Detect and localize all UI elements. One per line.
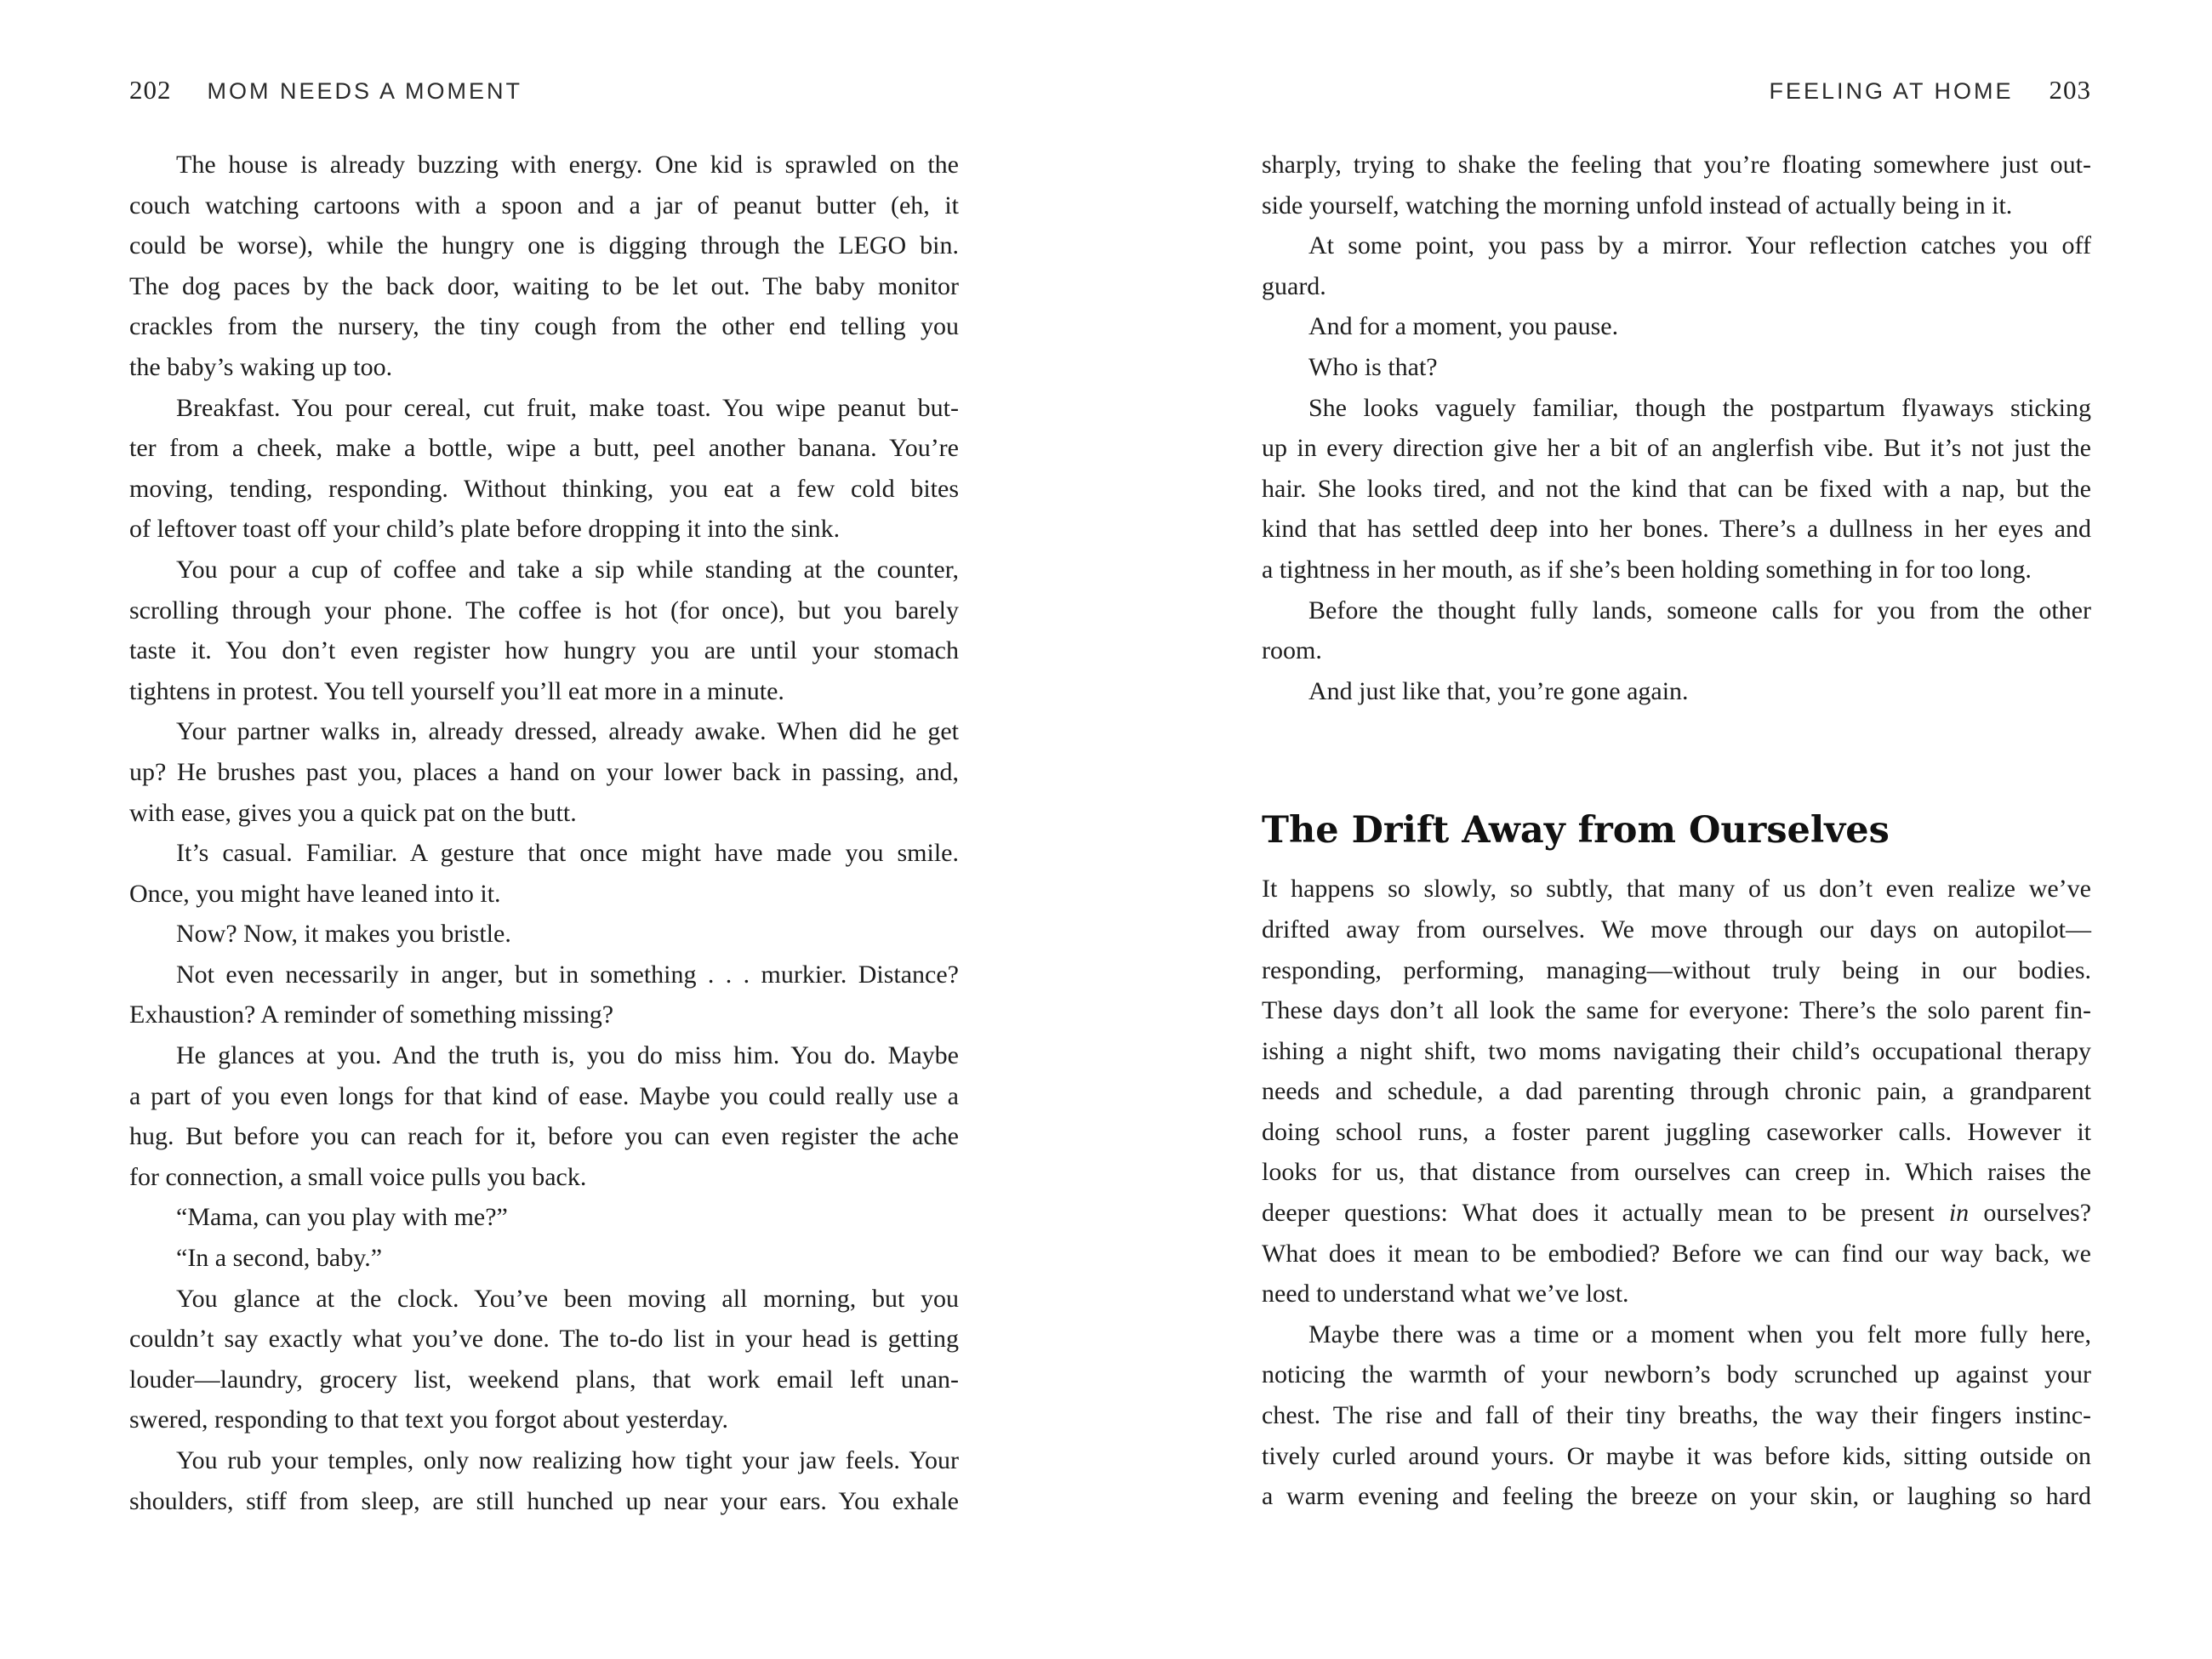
text-line: kind that has settled deep into her bones. There’s a dullness in her eyes and [1262,515,2091,544]
text-line: a tightness in her mouth, as if she’s been holding something in for too long. [1262,555,2032,584]
text-line: chest. The rise and fall of their tiny breaths, the way their fingers instinc- [1262,1401,2091,1430]
text-line: up? He brushes past you, places a hand on your lower back in passing, and, [129,757,959,786]
text-line: Breakfast. You pour cereal, cut fruit, make toast. You wipe peanut but- [176,393,959,422]
text-line: The house is already buzzing with energy. One kid is sprawled on the [176,151,959,179]
text-line: need to understand what we’ve lost. [1262,1280,1629,1308]
text-line: the baby’s waking up too. [129,352,393,381]
text-line: tively curled around yours. Or maybe it was before kids, sitting outside on [1262,1441,2091,1470]
text-line: responding, performing, managing—without truly being in our bodies. [1262,955,2091,984]
text-line: Who is that? [1308,352,1438,381]
paragraph [1262,306,2091,347]
paragraph [1262,869,2091,1314]
text-line: Exhaustion? A reminder of something missing? [129,1001,614,1029]
paragraph [129,388,959,550]
paragraph [129,914,959,955]
text-line: guard. [1262,271,1326,300]
paragraph [1262,347,2091,388]
text-line: doing school runs, a foster parent juggling caseworker calls. However it [1262,1117,2091,1146]
text-line: looks for us, that distance from ourselves can creep in. Which raises the [1262,1158,2091,1187]
text-line: These days don’t all look the same for everyone: There’s the solo parent fin- [1262,996,2091,1025]
text-line: ter from a cheek, make a bottle, wipe a butt, peel another banana. You’re [129,434,959,463]
paragraph [1262,671,2091,712]
paragraph [1262,590,2091,671]
text-line: Maybe there was a time or a moment when you felt more fully here, [1308,1320,2091,1348]
text-line: moving, tending, responding. Without thinking, you eat a few cold bites [129,474,959,503]
text-line: Before the thought fully lands, someone calls for you from the other [1308,596,2091,624]
text-line: up in every direction give her a bit of an anglerfish vibe. But it’s not just the [1262,434,2091,463]
running-title-right: FEELING AT HOME [1769,78,2014,104]
paragraph [1262,1314,2091,1517]
running-header-left [129,75,522,105]
text-line: couch watching cartoons with a spoon and a jar of peanut butter (eh, it [129,191,959,219]
paragraph [129,1279,959,1440]
text-line: At some point, you pass by a mirror. Your reflection catches you off [1308,231,2091,260]
page-number-left: 202 [129,75,172,105]
paragraph [129,550,959,711]
text-line: for connection, a small voice pulls you back. [129,1162,587,1191]
text-line: hug. But before you can reach for it, before you can even register the ache [129,1122,959,1151]
text-line: He glances at you. And the truth is, you do miss him. You do. Maybe [176,1041,959,1070]
text-line: hair. She looks tired, and not the kind that can be fixed with a nap, but the [1262,474,2091,503]
paragraph [129,1440,959,1521]
text-line: She looks vaguely familiar, though the postpartum flyaways sticking [1308,393,2091,422]
paragraph [129,1035,959,1197]
text-line: of leftover toast off your child’s plate before dropping it into the sink. [129,515,841,544]
text-line: sharply, trying to shake the feeling that you’re floating somewhere just out- [1262,151,2091,179]
paragraph [129,833,959,914]
text-line: “In a second, baby.” [176,1244,383,1273]
text-line: room. [1262,636,1322,665]
text-line: ishing a night shift, two moms navigating their child’s occupational therapy [1262,1036,2091,1065]
text-line: with ease, gives you a quick pat on the butt. [129,798,577,827]
text-line: shoulders, stiff from sleep, are still hunched up near your ears. You exhale [129,1486,959,1515]
text-line: “Mama, can you play with me?” [176,1203,508,1232]
text-line: It’s casual. Familiar. A gesture that once might have made you smile. [176,839,959,868]
text-line: Now? Now, it makes you bristle. [176,920,511,949]
text-line: a part of you even longs for that kind of ease. Maybe you could really use a [129,1081,959,1110]
text-line: noticing the warmth of your newborn’s body scrunched up against your [1262,1360,2091,1389]
text-line: taste it. You don’t even register how hungry you are until your stomach [129,636,959,665]
text-line: side yourself, watching the morning unfold instead of actually being in it. [1262,191,2013,219]
text-line: crackles from the nursery, the tiny cough from the other end telling you [129,312,959,341]
paragraph [129,711,959,833]
text-line: You rub your temples, only now realizing how tight your jaw feels. Your [176,1446,959,1474]
paragraph [1262,225,2091,306]
text-line: drifted away from ourselves. We move through our days on autopilot— [1262,915,2091,944]
section-heading: The Drift Away from Ourselves [1262,809,1890,852]
text-line: deeper questions: What does it actually mean to be present in ourselves? [1262,1199,2092,1228]
running-header-right [1262,75,2091,105]
left-page-text [129,145,959,1521]
text-line: You glance at the clock. You’ve been moving all morning, but you [176,1284,959,1313]
paragraph [129,1238,959,1279]
text-line: The dog paces by the back door, waiting to be let out. The baby monitor [129,271,959,300]
text-line: scrolling through your phone. The coffee is hot (for once), but you barely [129,596,959,624]
text-line: What does it mean to be embodied? Before we can find our way back, we [1262,1239,2091,1268]
paragraph [1262,388,2091,590]
text-line: Not even necessarily in anger, but in something . . . murkier. Distance? [176,960,959,989]
paragraph [129,145,959,388]
page-number-right: 203 [2049,75,2091,105]
text-line: needs and schedule, a dad parenting through chronic pain, a grandparent [1262,1077,2091,1106]
text-line: couldn’t say exactly what you’ve done. The to-do list in your head is getting [129,1325,959,1354]
text-line: Your partner walks in, already dressed, already awake. When did he get [176,717,959,746]
text-line: And for a moment, you pause. [1308,312,1619,341]
text-line: Once, you might have leaned into it. [129,879,501,908]
running-title-left: MOM NEEDS A MOMENT [207,78,523,104]
text-line: could be worse), while the hungry one is digging through the LEGO bin. [129,231,959,260]
text-line: It happens so slowly, so subtly, that many of us don’t even realize we’ve [1262,875,2091,904]
right-page-text [1262,145,2091,1517]
paragraph [1262,145,2091,225]
text-line: louder—laundry, grocery list, weekend plans, that work email left unan- [129,1365,959,1394]
paragraph [129,955,959,1035]
text-line: a warm evening and feeling the breeze on your skin, or laughing so hard [1262,1482,2091,1511]
paragraph [129,1197,959,1238]
text-line: And just like that, you’re gone again. [1308,676,1689,705]
text-line: You pour a cup of coffee and take a sip while standing at the counter, [176,555,959,584]
text-line: tightens in protest. You tell yourself you’ll eat more in a minute. [129,676,784,705]
text-line: swered, responding to that text you forgot about yesterday. [129,1405,729,1434]
